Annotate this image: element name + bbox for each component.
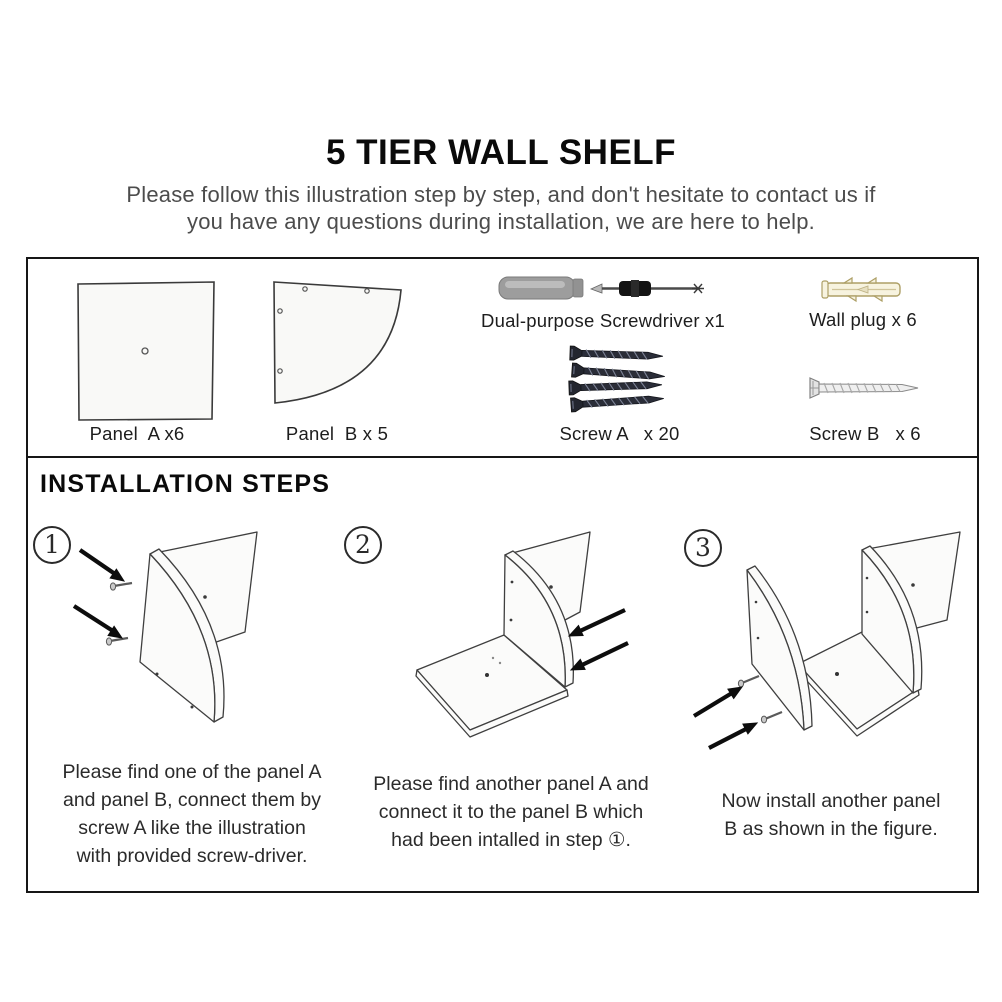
screwdriver-label: Dual-purpose Screwdriver x1	[481, 310, 725, 331]
screwdriver-icon	[495, 273, 710, 305]
step-3-number-badge: 3	[684, 529, 722, 567]
panel-a-label: Panel A x6	[89, 423, 185, 444]
page-subtitle	[0, 181, 1002, 235]
panel-a-icon	[75, 279, 215, 423]
installation-steps-box	[26, 456, 979, 893]
arrow-icons	[694, 687, 757, 748]
arrow-icons	[569, 610, 628, 670]
panel-b-label: Panel B x 5	[285, 423, 389, 444]
wall-plug-label: Wall plug x 6	[809, 309, 917, 330]
step-2-diagram	[347, 520, 667, 765]
installation-steps-heading: INSTALLATION STEPS	[40, 470, 331, 498]
panel-b-icon	[271, 279, 411, 407]
screw-b-icon	[804, 374, 934, 404]
screw-b-label: Screw B x 6	[809, 423, 921, 444]
page-title: 5 TIER WALL SHELF	[325, 133, 677, 172]
screw-a-label: Screw A x 20	[559, 423, 680, 444]
subtitle-line-1: Please follow this illustration step by step, and don't hesitate to contact us if	[126, 182, 876, 207]
wall-plug-icon	[816, 273, 916, 307]
step-1-number-badge: 1	[33, 526, 71, 564]
step-1-diagram	[62, 520, 302, 755]
step-2-caption: Please find another panel A and connect it to the panel B which had been intalled in step ①.	[373, 773, 649, 851]
step-1-caption: Please find one of the panel A and panel B, connect them by screw A like the illustration with provided screw-driver.	[62, 761, 322, 867]
subtitle-line-2: you have any questions during installation, we are here to help.	[187, 209, 815, 234]
step-3-diagram	[680, 520, 992, 778]
screw-a-icon	[556, 339, 686, 423]
step-3-caption: Now install another panel B as shown in the figure.	[721, 790, 941, 840]
parts-box	[26, 257, 979, 458]
arrow-icons	[74, 550, 124, 638]
step-2-number-badge: 2	[344, 526, 382, 564]
